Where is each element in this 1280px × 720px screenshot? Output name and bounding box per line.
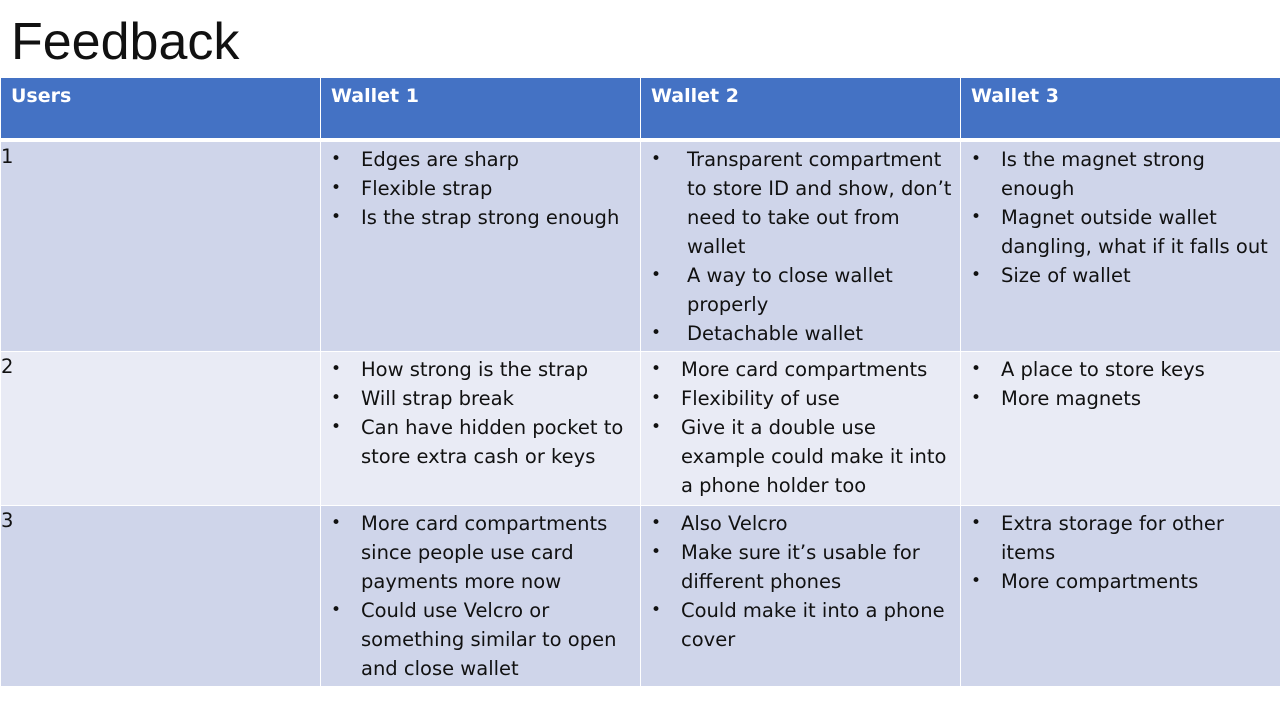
list-item: • Give it a double use example could make it into a phone holder too	[651, 413, 952, 500]
table-header-row	[1, 78, 1280, 140]
list-item: • More magnets	[971, 384, 1272, 413]
list-item: • Flexible strap	[331, 174, 632, 203]
list-item: • Make sure it’s usable for different phones	[651, 538, 952, 596]
wallet-3-feedback-cell	[961, 352, 1280, 506]
user-cell: 3	[1, 506, 321, 687]
wallet-1-feedback-cell	[321, 506, 641, 687]
table-row	[1, 140, 1280, 352]
list-item: • Extra storage for other items	[971, 509, 1272, 567]
wallet-2-feedback-cell	[641, 506, 961, 687]
list-item: • More card compartments since people use card payments more now	[331, 509, 632, 596]
user-cell: 2	[1, 352, 321, 506]
list-item: • Can have hidden pocket to store extra cash or keys	[331, 413, 632, 471]
list-item: • More card compartments	[651, 355, 952, 384]
feedback-list	[961, 506, 1280, 596]
list-item: • How strong is the strap	[331, 355, 632, 384]
feedback-list	[961, 352, 1280, 413]
list-item: • Transparent compartment to store ID and show, don’t need to take out from wallet	[651, 145, 952, 261]
column-header-users: Users	[1, 78, 321, 140]
feedback-list	[321, 352, 640, 471]
list-item: • A way to close wallet properly	[651, 261, 952, 319]
feedback-list	[321, 142, 640, 232]
list-item: • Is the strap strong enough	[331, 203, 632, 232]
wallet-1-feedback-cell	[321, 140, 641, 352]
user-cell: 1	[1, 140, 321, 352]
list-item: • Could use Velcro or something similar to open and close wallet	[331, 596, 632, 683]
list-item: • Could make it into a phone cover	[651, 596, 952, 654]
list-item: • More compartments	[971, 567, 1272, 596]
list-item: • Size of wallet	[971, 261, 1272, 290]
table-row	[1, 506, 1280, 687]
column-header-wallet-3: Wallet 3	[961, 78, 1280, 140]
wallet-2-feedback-cell	[641, 140, 961, 352]
feedback-list	[641, 352, 960, 500]
list-item: • Detachable wallet	[651, 319, 952, 348]
page-title: Feedback	[11, 13, 240, 71]
wallet-3-feedback-cell	[961, 506, 1280, 687]
column-header-wallet-2: Wallet 2	[641, 78, 961, 140]
list-item: • Flexibility of use	[651, 384, 952, 413]
list-item: • Will strap break	[331, 384, 632, 413]
list-item: • Is the magnet strong enough	[971, 145, 1272, 203]
list-item: • Magnet outside wallet dangling, what if it falls out	[971, 203, 1272, 261]
feedback-table	[0, 77, 1280, 687]
list-item: • Edges are sharp	[331, 145, 632, 174]
wallet-1-feedback-cell	[321, 352, 641, 506]
wallet-3-feedback-cell	[961, 140, 1280, 352]
list-item: • Also Velcro	[651, 509, 952, 538]
wallet-2-feedback-cell	[641, 352, 961, 506]
column-header-wallet-1: Wallet 1	[321, 78, 641, 140]
list-item: • A place to store keys	[971, 355, 1272, 384]
feedback-list	[641, 142, 960, 348]
feedback-list	[961, 142, 1280, 290]
feedback-list	[321, 506, 640, 683]
table-row	[1, 352, 1280, 506]
feedback-list	[641, 506, 960, 654]
